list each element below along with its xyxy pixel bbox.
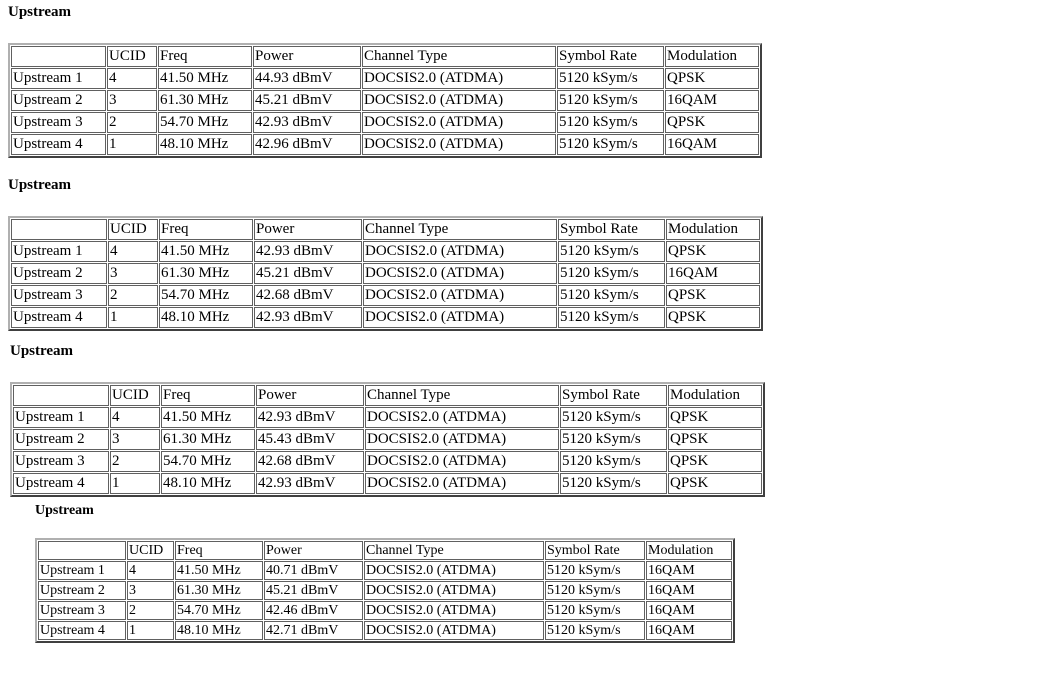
table-cell: 3 (127, 581, 174, 600)
table-cell: 5120 kSym/s (557, 112, 664, 133)
header-cell: Modulation (666, 219, 760, 240)
table-cell: 16QAM (665, 134, 759, 155)
table-row (11, 241, 760, 262)
table-cell: 1 (127, 621, 174, 640)
table-cell: 42.68 dBmV (256, 451, 364, 472)
table-cell: DOCSIS2.0 (ATDMA) (362, 90, 556, 111)
header-cell: Freq (161, 385, 255, 406)
header-cell: UCID (107, 46, 157, 67)
table-cell: 5120 kSym/s (545, 601, 645, 620)
table-cell: DOCSIS2.0 (ATDMA) (365, 407, 559, 428)
table-cell: 16QAM (646, 601, 732, 620)
table-row (11, 263, 760, 284)
table-cell: 2 (107, 112, 157, 133)
table-cell: 2 (127, 601, 174, 620)
table-cell: 5120 kSym/s (545, 561, 645, 580)
table-cell: 41.50 MHz (158, 68, 252, 89)
table-cell: 5120 kSym/s (545, 621, 645, 640)
table-cell: 42.93 dBmV (256, 407, 364, 428)
table-cell: Upstream 2 (11, 263, 107, 284)
table-row (11, 90, 759, 111)
table-cell: DOCSIS2.0 (ATDMA) (365, 429, 559, 450)
table-cell: 42.46 dBmV (264, 601, 363, 620)
table-cell: QPSK (666, 307, 760, 328)
table-cell: 45.21 dBmV (264, 581, 363, 600)
table-cell: Upstream 4 (11, 134, 106, 155)
table-cell: Upstream 3 (11, 112, 106, 133)
header-cell: Channel Type (365, 385, 559, 406)
table-row (11, 134, 759, 155)
header-cell: Freq (159, 219, 253, 240)
header-cell: Modulation (668, 385, 762, 406)
table-cell: 5120 kSym/s (558, 307, 665, 328)
table-cell: 42.71 dBmV (264, 621, 363, 640)
header-cell: Channel Type (363, 219, 557, 240)
header-cell: Power (256, 385, 364, 406)
table-cell: 5120 kSym/s (560, 429, 667, 450)
table-cell: Upstream 4 (11, 307, 107, 328)
table-cell: DOCSIS2.0 (ATDMA) (364, 621, 544, 640)
table-cell: 4 (107, 68, 157, 89)
upstream-table (35, 538, 735, 643)
table-cell: Upstream 4 (13, 473, 109, 494)
header-cell: Freq (175, 541, 263, 560)
table-cell: 61.30 MHz (161, 429, 255, 450)
table-cell: 61.30 MHz (158, 90, 252, 111)
table-cell: QPSK (668, 429, 762, 450)
table-cell: 3 (110, 429, 160, 450)
table-cell: DOCSIS2.0 (ATDMA) (363, 263, 557, 284)
table-cell: 45.21 dBmV (253, 90, 361, 111)
table-cell: DOCSIS2.0 (ATDMA) (363, 241, 557, 262)
table-cell: 48.10 MHz (161, 473, 255, 494)
header-cell: UCID (108, 219, 158, 240)
table-cell: QPSK (668, 451, 762, 472)
table-cell: 48.10 MHz (158, 134, 252, 155)
table-cell: Upstream 2 (13, 429, 109, 450)
table-cell: 4 (127, 561, 174, 580)
header-cell: Symbol Rate (560, 385, 667, 406)
header-cell: Modulation (665, 46, 759, 67)
header-row (11, 46, 759, 67)
table-cell: QPSK (668, 407, 762, 428)
table-cell: 5120 kSym/s (558, 241, 665, 262)
table-cell: 5120 kSym/s (558, 285, 665, 306)
table-row (38, 601, 732, 620)
header-row (13, 385, 762, 406)
table-cell: 54.70 MHz (158, 112, 252, 133)
table-cell: Upstream 3 (11, 285, 107, 306)
table-row (38, 581, 732, 600)
table-row (11, 68, 759, 89)
header-cell (13, 385, 109, 406)
table-cell: QPSK (668, 473, 762, 494)
header-cell: Channel Type (364, 541, 544, 560)
header-row (11, 219, 760, 240)
table-row (11, 307, 760, 328)
table-row (13, 429, 762, 450)
table-cell: Upstream 1 (11, 68, 106, 89)
table-cell: 3 (107, 90, 157, 111)
table-cell: 16QAM (666, 263, 760, 284)
table-cell: 48.10 MHz (159, 307, 253, 328)
header-cell: Power (264, 541, 363, 560)
header-cell: Power (253, 46, 361, 67)
table-cell: 16QAM (665, 90, 759, 111)
upstream-block-2 (8, 176, 780, 329)
table-cell: DOCSIS2.0 (ATDMA) (362, 112, 556, 133)
table-cell: 61.30 MHz (175, 581, 263, 600)
upstream-table (8, 43, 762, 158)
header-cell (11, 46, 106, 67)
table-cell: DOCSIS2.0 (ATDMA) (363, 285, 557, 306)
table-cell: 16QAM (646, 621, 732, 640)
table-cell: 48.10 MHz (175, 621, 263, 640)
section-heading: Upstream (8, 177, 72, 193)
table-cell: DOCSIS2.0 (ATDMA) (365, 451, 559, 472)
table-cell: Upstream 1 (38, 561, 126, 580)
header-cell (38, 541, 126, 560)
table-cell: 41.50 MHz (161, 407, 255, 428)
table-cell: QPSK (665, 68, 759, 89)
table-cell: DOCSIS2.0 (ATDMA) (362, 68, 556, 89)
table-cell: 54.70 MHz (175, 601, 263, 620)
table-cell: 42.68 dBmV (254, 285, 362, 306)
table-cell: 1 (110, 473, 160, 494)
table-cell: Upstream 2 (11, 90, 106, 111)
table-cell: 45.43 dBmV (256, 429, 364, 450)
table-cell: DOCSIS2.0 (ATDMA) (364, 581, 544, 600)
table-cell: Upstream 2 (38, 581, 126, 600)
upstream-block-1 (8, 3, 778, 156)
table-cell: 2 (108, 285, 158, 306)
table-cell: 1 (108, 307, 158, 328)
upstream-block-4 (35, 502, 747, 646)
table-cell: 4 (108, 241, 158, 262)
table-cell: 5120 kSym/s (560, 473, 667, 494)
table-cell: DOCSIS2.0 (ATDMA) (365, 473, 559, 494)
table-cell: 4 (110, 407, 160, 428)
table-row (13, 407, 762, 428)
table-cell: 42.96 dBmV (253, 134, 361, 155)
table-cell: 3 (108, 263, 158, 284)
table-cell: 5120 kSym/s (557, 90, 664, 111)
table-cell: 54.70 MHz (161, 451, 255, 472)
header-cell: Power (254, 219, 362, 240)
table-cell: DOCSIS2.0 (ATDMA) (364, 601, 544, 620)
table-row (11, 112, 759, 133)
header-cell: Symbol Rate (557, 46, 664, 67)
table-cell: 5120 kSym/s (560, 407, 667, 428)
upstream-table (10, 382, 765, 497)
table-cell: 16QAM (646, 581, 732, 600)
table-cell: Upstream 1 (13, 407, 109, 428)
header-cell: Symbol Rate (558, 219, 665, 240)
section-heading: Upstream (35, 503, 94, 518)
header-cell: Symbol Rate (545, 541, 645, 560)
table-cell: 5120 kSym/s (557, 134, 664, 155)
table-cell: Upstream 1 (11, 241, 107, 262)
table-cell: 42.93 dBmV (254, 307, 362, 328)
table-cell: Upstream 4 (38, 621, 126, 640)
table-cell: 44.93 dBmV (253, 68, 361, 89)
table-cell: 42.93 dBmV (253, 112, 361, 133)
header-cell: Freq (158, 46, 252, 67)
table-cell: 54.70 MHz (159, 285, 253, 306)
header-cell (11, 219, 107, 240)
table-cell: DOCSIS2.0 (ATDMA) (363, 307, 557, 328)
table-row (38, 621, 732, 640)
table-cell: 42.93 dBmV (254, 241, 362, 262)
table-cell: DOCSIS2.0 (ATDMA) (364, 561, 544, 580)
header-cell: UCID (110, 385, 160, 406)
table-cell: Upstream 3 (13, 451, 109, 472)
table-cell: QPSK (665, 112, 759, 133)
table-cell: 42.93 dBmV (256, 473, 364, 494)
table-cell: 40.71 dBmV (264, 561, 363, 580)
table-row (11, 285, 760, 306)
table-cell: 41.50 MHz (175, 561, 263, 580)
table-cell: 5120 kSym/s (557, 68, 664, 89)
header-cell: UCID (127, 541, 174, 560)
upstream-block-3 (10, 342, 782, 495)
table-cell: 41.50 MHz (159, 241, 253, 262)
table-cell: 5120 kSym/s (560, 451, 667, 472)
table-cell: 16QAM (646, 561, 732, 580)
table-cell: 1 (107, 134, 157, 155)
table-cell: QPSK (666, 285, 760, 306)
table-row (38, 561, 732, 580)
header-cell: Channel Type (362, 46, 556, 67)
table-cell: 2 (110, 451, 160, 472)
table-cell: 5120 kSym/s (558, 263, 665, 284)
table-cell: QPSK (666, 241, 760, 262)
section-heading: Upstream (8, 4, 72, 20)
table-cell: Upstream 3 (38, 601, 126, 620)
header-cell: Modulation (646, 541, 732, 560)
upstream-table (8, 216, 763, 331)
header-row (38, 541, 732, 560)
table-cell: 61.30 MHz (159, 263, 253, 284)
table-row (13, 473, 762, 494)
section-heading: Upstream (10, 343, 74, 359)
table-cell: DOCSIS2.0 (ATDMA) (362, 134, 556, 155)
table-row (13, 451, 762, 472)
table-cell: 45.21 dBmV (254, 263, 362, 284)
table-cell: 5120 kSym/s (545, 581, 645, 600)
